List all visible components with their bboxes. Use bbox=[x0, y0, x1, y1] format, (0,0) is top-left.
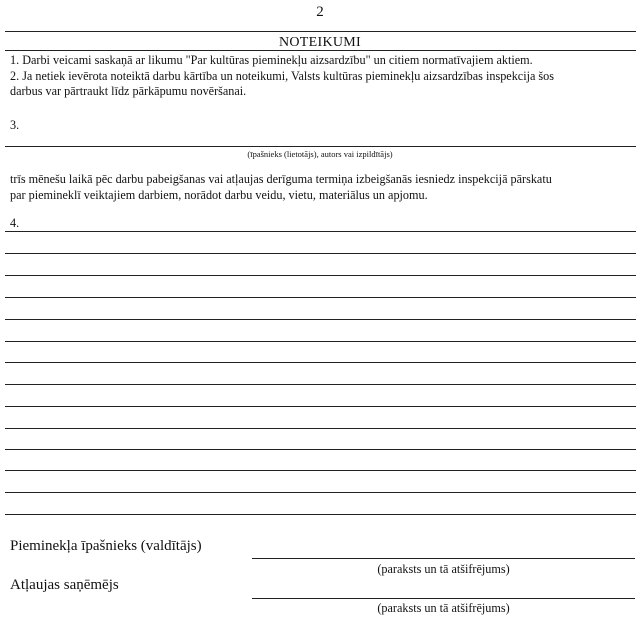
item-4-fill-line[interactable] bbox=[5, 492, 636, 493]
item-4-fill-line[interactable] bbox=[5, 514, 636, 515]
title-top-rule bbox=[5, 31, 636, 32]
page-title: NOTEIKUMI bbox=[278, 35, 362, 50]
item-4-fill-line[interactable] bbox=[5, 449, 636, 450]
rule-item-3-text-line-1: trīs mēnešu laikā pēc darbu pabeigšanas vai atļaujas derīguma termiņa izbeigšanās iesniedz inspekcijā pārskatu bbox=[10, 172, 552, 186]
item-4-fill-line[interactable] bbox=[5, 275, 636, 276]
item-4-fill-line[interactable] bbox=[5, 384, 636, 385]
rule-item-4-number: 4. bbox=[10, 216, 20, 230]
permit-recipient-signature-line[interactable] bbox=[252, 598, 635, 599]
rule-item-3-text-line-2: par piemineklī veiktajiem darbiem, norādot darbu veidu, vietu, materiālus un apjomu. bbox=[10, 188, 428, 202]
page-number: 2 bbox=[316, 4, 324, 20]
item-4-fill-line[interactable] bbox=[5, 297, 636, 298]
item-4-fill-line[interactable] bbox=[5, 341, 636, 342]
item-4-fill-line[interactable] bbox=[5, 428, 636, 429]
rule-item-2-line-1: 2. Ja netiek ievērota noteiktā darbu kārtība un noteikumi, Valsts kultūras pieminekļu aizsardzības inspekcija šos bbox=[10, 69, 555, 83]
permit-recipient-signature-label: Atļaujas saņēmējs bbox=[10, 577, 119, 593]
item-4-fill-line[interactable] bbox=[5, 319, 636, 320]
item-4-fill-line[interactable] bbox=[5, 253, 636, 254]
item-4-fill-line[interactable] bbox=[5, 231, 636, 232]
item-3-fill-line[interactable] bbox=[5, 146, 636, 147]
permit-recipient-signature-caption: (paraksts un tā atšifrējums) bbox=[377, 601, 510, 615]
item-3-caption: (īpašnieks (lietotājs), autors vai izpildītājs) bbox=[247, 149, 393, 159]
item-4-fill-line[interactable] bbox=[5, 470, 636, 471]
rule-item-1: 1. Darbi veicami saskaņā ar likumu "Par kultūras pieminekļu aizsardzību" un citiem normatīvajiem aktiem. bbox=[10, 53, 533, 67]
rule-item-3-number: 3. bbox=[10, 118, 20, 132]
rule-item-2-line-2: darbus var pārtraukt līdz pārkāpumu novēršanai. bbox=[10, 84, 247, 98]
owner-signature-line[interactable] bbox=[252, 558, 635, 559]
title-bottom-rule bbox=[5, 50, 636, 51]
owner-signature-label: Pieminekļa īpašnieks (valdītājs) bbox=[10, 538, 202, 554]
item-4-fill-line[interactable] bbox=[5, 406, 636, 407]
item-4-fill-line[interactable] bbox=[5, 362, 636, 363]
owner-signature-caption: (paraksts un tā atšifrējums) bbox=[377, 562, 510, 576]
